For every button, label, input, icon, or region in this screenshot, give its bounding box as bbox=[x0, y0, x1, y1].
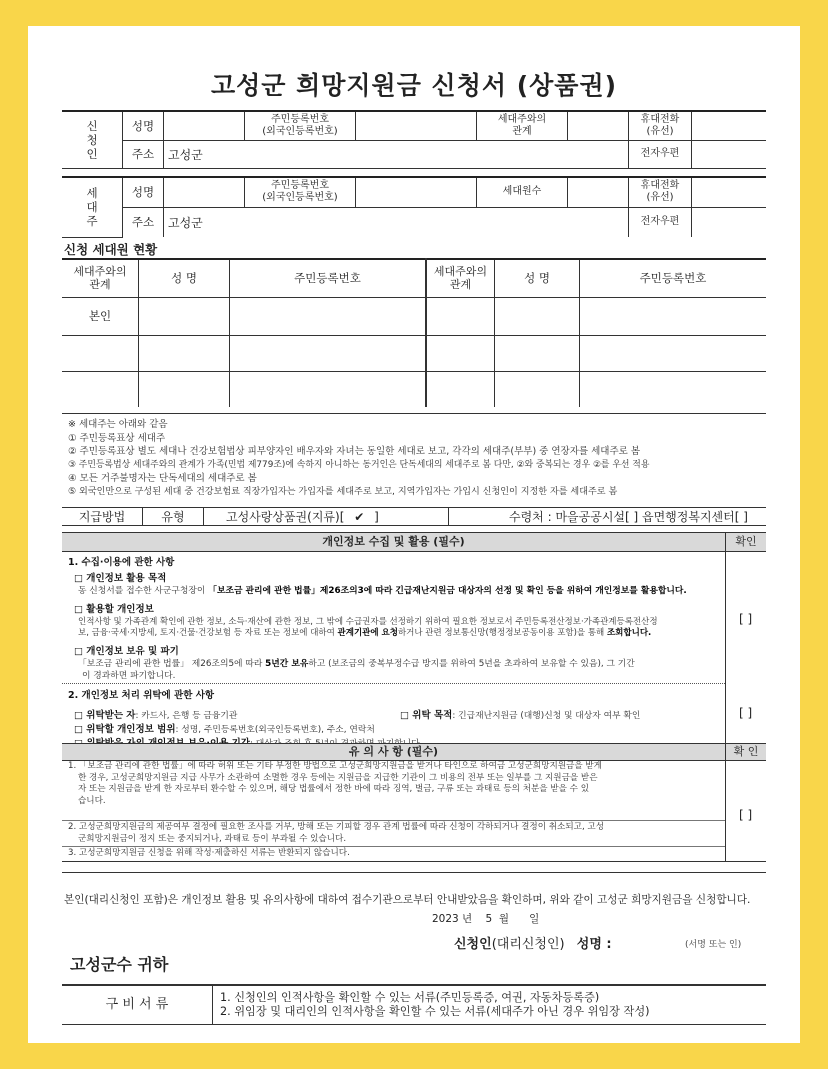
member-cell[interactable] bbox=[495, 297, 580, 335]
cautions-header: 유 의 사 항 (필수) bbox=[62, 744, 726, 760]
privacy-consent-checkbox-1[interactable]: [ ] bbox=[739, 612, 753, 626]
payment-method-label: 지급방법 bbox=[62, 508, 143, 526]
col-rrn: 주민등록번호 bbox=[230, 259, 427, 297]
member-cell[interactable] bbox=[426, 297, 495, 335]
payment-type-option[interactable]: 고성사랑상품권(지류)[ ✔ ] bbox=[204, 508, 449, 526]
check-mark-icon: ✔ bbox=[354, 510, 365, 524]
member-cell[interactable] bbox=[139, 297, 230, 335]
applicant-email-field[interactable] bbox=[692, 140, 767, 168]
householder-rrn-field[interactable] bbox=[356, 177, 477, 207]
householder-members-field[interactable] bbox=[568, 177, 629, 207]
privacy-consent-checkbox-2[interactable]: [ ] bbox=[739, 706, 753, 720]
payment-row bbox=[62, 507, 766, 526]
householder-phone-label: 휴대전화 (유선) bbox=[629, 177, 692, 207]
applicant-email-label: 전자우편 bbox=[629, 140, 692, 168]
declaration-text: 본인(대리신청인 포함)은 개인정보 활용 및 유의사항에 대하여 접수기관으로부터 안내받았음을 확인하며, 위와 같이 고성군 희망지원금을 신청합니다. bbox=[64, 894, 751, 906]
application-form: 고성군 희망지원금 신청서 (상품권) 신 청 인 성명 주민등록번호 (외국인등록번호) 세대주와의 관계 휴대전화 (유선) 주소 고성군 전자우편 세 대 주 성명 주민등록번호 (외국인등록번호) 세대원수 휴대전화 (유선) 주소 고성군 전자우편 신청 세대원 현황 세대주와의 관계 성 명 주민등록번호 세대주와의 관계 성 명 주민등록번호 본인 ※ 세대주는 아래와 같음 ① 주민등록표상 세대주 ② 주민등록표상 별도 세대나 건강보험법상 피부양자인 배우자와 자녀는 동일한 세대로 보고, 각각의 세대주(부부) 중 연장자를 세대주로 봄 ③ 주민등록법상 세대주와의 관계가 가족(민법 제779조)에 속하지 아니하는 동거인은 단독세대의 세대주로 봄 다만, ②와 중복되는 경우 ②를 우선 적용 ④ 모든 거주불명자는 단독세대의 세대주로 봄 ⑤ 외국인만으로 구성된 세대 중 건강보험료 직장가입자는 가입자를 세대주로 보고, 지역가입자는 가입시 신청인이 지정한 자를 세대주로 봄 지급방법 유형 고성사랑상품권(지류)[ ✔ ] 수령처 : 마을공공시설[ ] 읍면행정복지센터[ ] 개인정보 수집 및 활용 (필수) 확인 1. 수집·이용에 관한 사항 □ 개인정보 활용 목적 동 신청서를 접수한 사군구청장이 「보조금 관리에 관한 법률」제26조의3에 따라 긴급재난지원금 대상자의 선정 및 확인 등을 위하여 개인정보를 활용합니다. □ 활용할 개인정보 인적사항 및 가족관계 확인에 관한 정보, 소득·재산에 관한 정보, 그 밖에 수급권자를 선정하기 위하여 필요한 정보로서 주민등록전산정보·가족관계등록전산정 보, 금융·국세·지방세, 토지·건물·건강보험 등 자료 또는 정보에 대하여 관계기관에 요청하거나 관련 정보통신망(행정정보공동이용 포함)을 통해 조회합니다. □ 개인정보 보유 및 파기 「보조금 관리에 관한 법률」 제26조의5에 따라 5년간 보유하고 (보조금의 중복부정수급 방지를 위하여 5년을 초과하여 보유할 수 있음), 그 기간 이 경과하면 파기합니다. [ ] 2. 개인정보 처리 위탁에 관한 사항 □ 위탁받는 자: 카드사, 은행 등 금융기관 □ 위탁 목적: 긴급재난지원금 (대행)신청 및 대상자 여부 확인 □ 위탁할 개인정보 범위: 성명, 주민등록번호(외국인등록번호), 주소, 연락처 [ ] 유 의 사 항 (필수) 확 인 1. 「보조금 관리에 관한 법률」에 따라 허위 또는 기타 부정한 방법으로 고성군희망지원금을 받거나 타인으로 하여금 고성군희망지원금을 받게 한 경우, 고성군희망지원금 지급 사무가 소관하여 소멸한 경우 등에는 지원금을 지급한 기관이 그 비용의 전부 또는 일부를 그 지원금을 받은 자 또는 지원금을 받게 한 자로부터 환수할 수 있으며, 해당 법률에서 정한 바에 따라 징역, 벌금, 구류 또는 과태료 등의 처분을 받을 수 있 습니다. 2. 고성군희망지원금의 제공여부 결정에 필요한 조사를 거부, 방해 또는 기피할 경우 관계 법률에 따라 신청이 각하되거나 결정이 취소되고, 고성 군희망지원금이 정지 또는 중지되거나, 과태료 등이 부과될 수 있습니다. 3. 고성군희망지원금 신청을 위해 작성·제출하신 서류는 반환되지 않습니다. [ ] 본인(대리신청인 포함)은 개인정보 활용 및 유의사항에 대하여 접수기관으로부터 안내받았음을 확인하며, 위와 같이 고성군 희망지원금을 신청합니다. 2023 년 5 월 일 신청인(대리신청인) 성명 : (서명 또는 인) 고성군수 귀하 구 비 서 류 1. 신청인의 인적사항을 확인할 수 있는 서류(주민등록증, 여권, 자동차등록증) 2. 위임장 및 대리인의 인적사항을 확인할 수 있는 서류(세대주가 아닌 경우 위임장 작성) bbox=[28, 26, 800, 1043]
member-cell[interactable] bbox=[230, 335, 427, 371]
householder-name-field[interactable] bbox=[164, 177, 245, 207]
payment-type-label: 유형 bbox=[143, 508, 204, 526]
member-cell[interactable] bbox=[62, 371, 139, 407]
householder-name-label: 성명 bbox=[123, 177, 164, 207]
col-relation: 세대주와의 관계 bbox=[62, 259, 139, 297]
household-heading: 신청 세대원 현황 bbox=[64, 242, 158, 257]
signature-line: 신청인(대리신청인) 성명 : bbox=[454, 937, 612, 952]
note-line: ⑤ 외국인만으로 구성된 세대 중 건강보험료 직장가입자는 가입자를 세대주로 보고, 지역가입자는 가입시 신청인이 지정한 자를 세대주로 봄 bbox=[68, 486, 618, 497]
required-documents bbox=[62, 984, 766, 1025]
member-cell[interactable] bbox=[580, 297, 767, 335]
form-title: 고성군 희망지원금 신청서 (상품권) bbox=[210, 71, 618, 100]
cautions-confirm-label: 확 인 bbox=[726, 744, 766, 760]
householder-rrn-label: 주민등록번호 (외국인등록번호) bbox=[245, 177, 356, 207]
privacy-header-row bbox=[62, 532, 766, 552]
member-cell[interactable] bbox=[426, 335, 495, 371]
applicant-phone-field[interactable] bbox=[692, 111, 767, 140]
note-line: ① 주민등록표상 세대주 bbox=[68, 432, 166, 444]
applicant-address-field[interactable]: 고성군 bbox=[164, 140, 629, 168]
payment-receiver[interactable]: 수령처 : 마을공공시설[ ] 읍면행정복지센터[ ] bbox=[509, 510, 748, 524]
required-documents-label: 구 비 서 류 bbox=[62, 986, 213, 1024]
householder-members-label: 세대원수 bbox=[477, 177, 568, 207]
member-cell[interactable] bbox=[230, 371, 427, 407]
member-cell[interactable] bbox=[580, 335, 767, 371]
applicant-relation-label: 세대주와의 관계 bbox=[477, 111, 568, 140]
householder-section-label: 세 대 주 bbox=[62, 177, 123, 237]
applicant-section-label: 신 청 인 bbox=[62, 111, 123, 168]
householder-notes bbox=[68, 418, 768, 499]
col-rrn2: 주민등록번호 bbox=[580, 259, 767, 297]
note-line: ② 주민등록표상 별도 세대나 건강보험법상 피부양자인 배우자와 자녀는 동일한 세대로 보고, 각각의 세대주(부부) 중 연장자를 세대주로 봄 bbox=[68, 446, 641, 457]
application-date[interactable]: 2023 년 5 월 일 bbox=[432, 913, 540, 925]
signature-note: (서명 또는 인) bbox=[685, 940, 742, 950]
member-cell[interactable] bbox=[495, 371, 580, 407]
addressee: 고성군수 귀하 bbox=[70, 955, 169, 974]
applicant-address-label: 주소 bbox=[123, 140, 164, 168]
member-cell[interactable] bbox=[62, 335, 139, 371]
applicant-relation-field[interactable] bbox=[568, 111, 629, 140]
privacy-section-2: 2. 개인정보 처리 위탁에 관한 사항 □ 위탁받는 자: 카드사, 은행 등 금융기관 □ 위탁 목적: 긴급재난지원금 (대행)신청 및 대상자 여부 확인 □ 위탁할 개인정보 범위: 성명, 주민등록번호(외국인등록번호), 주소, 연락처 bbox=[68, 690, 641, 735]
applicant-name-field[interactable] bbox=[164, 111, 245, 140]
required-document-item: 1. 신청인의 인적사항을 확인할 수 있는 서류(주민등록증, 여권, 자동차등록증) bbox=[220, 991, 600, 1004]
applicant-rrn-field[interactable] bbox=[356, 111, 477, 140]
caution-item-3: 3. 고성군희망지원금 신청을 위해 작성·제출하신 서류는 반환되지 않습니다. bbox=[68, 848, 350, 858]
applicant-name-label: 성명 bbox=[123, 111, 164, 140]
row-self-label: 본인 bbox=[62, 297, 139, 335]
member-cell[interactable] bbox=[139, 371, 230, 407]
householder-address-field[interactable]: 고성군 bbox=[164, 207, 629, 237]
householder-email-field[interactable] bbox=[692, 207, 767, 237]
privacy-header: 개인정보 수집 및 활용 (필수) bbox=[62, 533, 726, 551]
note-line: ④ 모든 거주불명자는 단독세대의 세대주로 봄 bbox=[68, 473, 257, 484]
householder-table bbox=[62, 176, 766, 238]
note-line: ③ 주민등록법상 세대주와의 관계가 가족(민법 제779조)에 속하지 아니하는 동거인은 단독세대의 세대주로 봄 다만, ②와 중복되는 경우 ②를 우선 적용 bbox=[68, 459, 650, 470]
applicant-rrn-label: 주민등록번호 (외국인등록번호) bbox=[245, 111, 356, 140]
member-cell[interactable] bbox=[230, 297, 427, 335]
applicant-phone-label: 휴대전화 (유선) bbox=[629, 111, 692, 140]
cautions-header-row bbox=[62, 743, 766, 761]
col-name: 성 명 bbox=[139, 259, 230, 297]
cautions-consent-checkbox[interactable]: [ ] bbox=[739, 808, 753, 822]
cautions-list: 1. 「보조금 관리에 관한 법률」에 따라 허위 또는 기타 부정한 방법으로 고성군희망지원금을 받거나 타인으로 하여금 고성군희망지원금을 받게 한 경우, 고성군희망지원금 지급 사무가 소관하여 소멸한 경우 등에는 지원금을 지급한 기관이 그 비용의 전부 또는 일부를 그 지원금을 받은 자 또는 지원금을 받게 한 자로부터 환수할 수 있으며, 해당 법률에서 정한 바에 따라 징역, 벌금, 구류 또는 과태료 등의 처분을 받을 수 있 습니다. bbox=[68, 761, 602, 806]
col-name2: 성 명 bbox=[495, 259, 580, 297]
note-line: ※ 세대주는 아래와 같음 bbox=[68, 419, 168, 430]
privacy-confirm-label: 확인 bbox=[726, 533, 766, 551]
member-cell[interactable] bbox=[426, 371, 495, 407]
household-table bbox=[62, 258, 766, 407]
member-cell[interactable] bbox=[580, 371, 767, 407]
privacy-section-1: 1. 수집·이용에 관한 사항 □ 개인정보 활용 목적 동 신청서를 접수한 사군구청장이 「보조금 관리에 관한 법률」제26조의3에 따라 긴급재난지원금 대상자의 선정 및 확인 등을 위하여 개인정보를 활용합니다. □ 활용할 개인정보 인적사항 및 가족관계 확인에 관한 정보, 소득·재산에 관한 정보, 그 밖에 수급권자를 선정하기 위하여 필요한 정보로서 주민등록전산정보·가족관계등록전산정 보, 금융·국세·지방세, 토지·건물·건강보험 등 자료 또는 정보에 대하여 관계기관에 요청하거나 관련 정보통신망(행정정보공동이용 포함)을 통해 조회합니다. □ 개인정보 보유 및 파기 「보조금 관리에 관한 법률」 제26조의5에 따라 5년간 보유하고 (보조금의 중복부정수급 방지를 위하여 5년을 초과하여 보유할 수 있음), 그 기간 이 경과하면 파기합니다. bbox=[68, 557, 687, 681]
applicant-table bbox=[62, 110, 766, 169]
householder-email-label: 전자우편 bbox=[629, 207, 692, 237]
householder-address-label: 주소 bbox=[123, 207, 164, 237]
col-relation2: 세대주와의 관계 bbox=[426, 259, 495, 297]
required-document-item: 2. 위임장 및 대리인의 인적사항을 확인할 수 있는 서류(세대주가 아닌 경우 위임장 작성) bbox=[220, 1005, 650, 1018]
member-cell[interactable] bbox=[495, 335, 580, 371]
member-cell[interactable] bbox=[139, 335, 230, 371]
householder-phone-field[interactable] bbox=[692, 177, 767, 207]
